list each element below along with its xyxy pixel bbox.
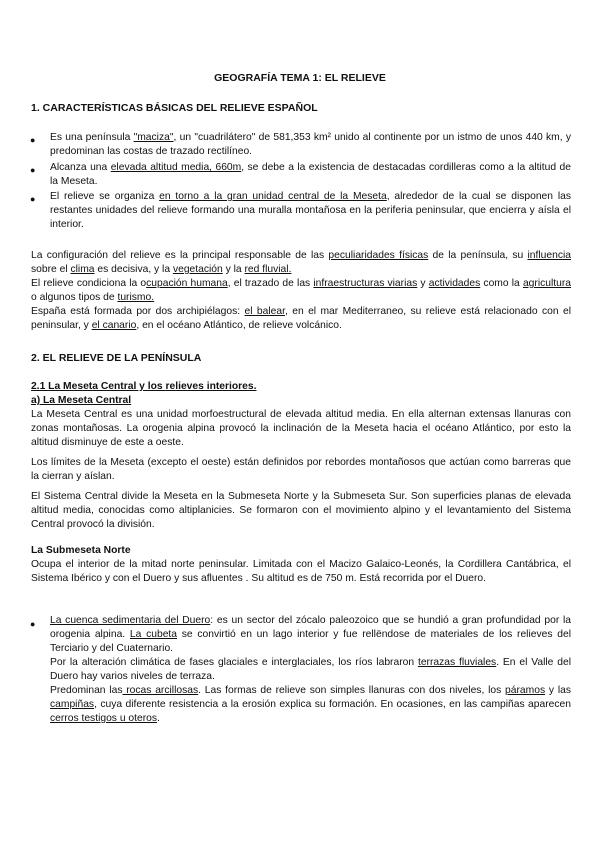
underlined-term: cupación humana (146, 278, 228, 289)
text: y las (545, 685, 571, 696)
section2-body (31, 380, 571, 586)
text: o algunos tipos de (31, 292, 118, 303)
underlined-term: actividades (428, 278, 481, 289)
underlined-term: vegetación (172, 264, 223, 275)
text: , en el océano Atlántico, de relieve volcánico. (136, 320, 342, 331)
text: : es un sector del zócalo paleozoico que se hundió a gran profundidad por la orogenia alpina. (50, 615, 571, 640)
text: El relieve condiciona la o (31, 278, 147, 289)
underlined-term: páramos (505, 685, 546, 696)
text: Predominan las (50, 685, 123, 696)
subsection-heading: La Submeseta Norte (31, 545, 131, 556)
paragraph: Ocupa el interior de la mitad norte peninsular. Limitada con el Macizo Galaico-Leonés, la Cordillera Cantábrica, el Sistema Ibérico y con el Duero y sus afluentes . Su altitud es de 750 m. Está recorrida por el Duero. (31, 559, 571, 584)
subsection-heading: 2.1 La Meseta Central y los relieves interiores. (31, 381, 257, 392)
subsection-heading: a) La Meseta Central (31, 395, 132, 406)
page-title: GEOGRAFÍA TEMA 1: EL RELIEVE (214, 72, 386, 84)
underlined-term: La cuenca sedimentaria del Duero (50, 615, 211, 626)
paragraph (31, 249, 571, 333)
bullet-item (50, 614, 571, 726)
bullet-icon: ● (30, 135, 36, 145)
text: , el trazado de las (227, 278, 314, 289)
bullet-item (50, 131, 571, 159)
text: . (157, 713, 160, 724)
bullet-text: Alcanza una (50, 162, 111, 173)
text: Por la alteración climática de fases glaciales e interglaciales, los ríos labraron (50, 657, 418, 668)
text: como la (480, 278, 523, 289)
underlined-term: peculiaridades físicas (328, 250, 429, 261)
bullet-text: , alrededor de la cual se disponen las restantes unidades del relieve formando una muralla montañosa en la periferia peninsular, que encierra y aísla el interior. (50, 191, 571, 230)
bullet-text: Es una península (50, 132, 134, 143)
paragraph-line (31, 277, 571, 305)
underlined-term: turismo. (117, 292, 155, 303)
underlined-term: red fluvial. (244, 264, 292, 275)
text: de la península, su (428, 250, 528, 261)
underlined-term: influencia (527, 250, 571, 261)
underlined-term: en torno a la gran unidad central de la Meseta (159, 191, 387, 202)
text: . En el Valle del Duero hay varios niveles de terraza. (50, 657, 571, 682)
text: y la (222, 264, 245, 275)
underlined-term: terrazas fluviales (417, 657, 497, 668)
bullet-icon: ● (30, 165, 36, 175)
underlined-term: clima (70, 264, 95, 275)
paragraph: La Meseta Central es una unidad morfoestructural de elevada altitud media. En ella alternan extensas llanuras con zonas montañosas. La orogenia alpina provocó la inclinación de la Meseta hacia el océano Atlántico, por esto la altitud disminuye de este a oeste. (31, 409, 571, 448)
paragraph-line (31, 305, 571, 333)
bullet-text: , se debe a la existencia de destacadas cordilleras como a la altitud de la Meseta. (50, 162, 571, 187)
text: y (417, 278, 429, 289)
paragraph (50, 656, 571, 684)
underlined-term: cerros testigos u oteros (50, 713, 158, 724)
text: España está formada por dos archipiélagos: (31, 306, 245, 317)
bullet-item (50, 161, 571, 189)
underlined-term: el balear (244, 306, 285, 317)
paragraph (50, 684, 571, 726)
bullet-text: El relieve se organiza (50, 191, 160, 202)
text: se convirtió en un lago interior y fue rellëndose de materiales de los relieves del Terciario y del Cuaternario. (50, 629, 571, 654)
underlined-term: infraestructuras viarias (313, 278, 418, 289)
text: , cuya diferente resistencia a la erosión explica su formación. En ocasiones, en las campiñas aparecen (94, 699, 571, 710)
text: , en el mar Mediterraneo, su relieve está relacionado con el peninsular, y (31, 306, 571, 331)
underlined-term: agricultura (522, 278, 572, 289)
underlined-term: elevada altitud media, 660m (110, 162, 242, 173)
text: es decisiva, y la (94, 264, 173, 275)
text: La configuración del relieve es la principal responsable de las (31, 250, 329, 261)
section2-heading: 2. EL RELIEVE DE LA PENÍNSULA (31, 352, 202, 364)
section1-heading: 1. CARACTERÍSTICAS BÁSICAS DEL RELIEVE ESPAÑOL (31, 102, 318, 114)
bullet-icon: ● (30, 194, 36, 204)
bullet-item (50, 190, 571, 232)
bullet-text: , un "cuadrilátero" de 581,353 km² unido al continente por un istmo de unos 440 km, y predominan las costas de trazado rectilíneo. (50, 132, 571, 157)
underlined-term: rocas arcillosas (122, 685, 199, 696)
bullet-icon: ● (30, 619, 36, 629)
text: sobre el (31, 264, 71, 275)
paragraph-line (31, 249, 571, 277)
text: . Las formas de relieve son simples llanuras con dos niveles, los (198, 685, 506, 696)
paragraph: El Sistema Central divide la Meseta en la Submeseta Norte y la Submeseta Sur. Son superficies planas de elevada altitud media, conocidas como altiplanicies. Se formaron con el movimiento alpino y el levantamiento del Sistema Central provocó la división. (31, 491, 571, 530)
paragraph: Los límites de la Meseta (excepto el oeste) están definidos por rebordes montañosos que actúan como barreras que la cierran y aíslan. (31, 457, 571, 482)
paragraph (50, 614, 571, 656)
underlined-term: "maciza" (133, 132, 174, 143)
underlined-term: La cubeta (129, 629, 178, 640)
underlined-term: campiñas (50, 699, 95, 710)
underlined-term: el canario (91, 320, 137, 331)
